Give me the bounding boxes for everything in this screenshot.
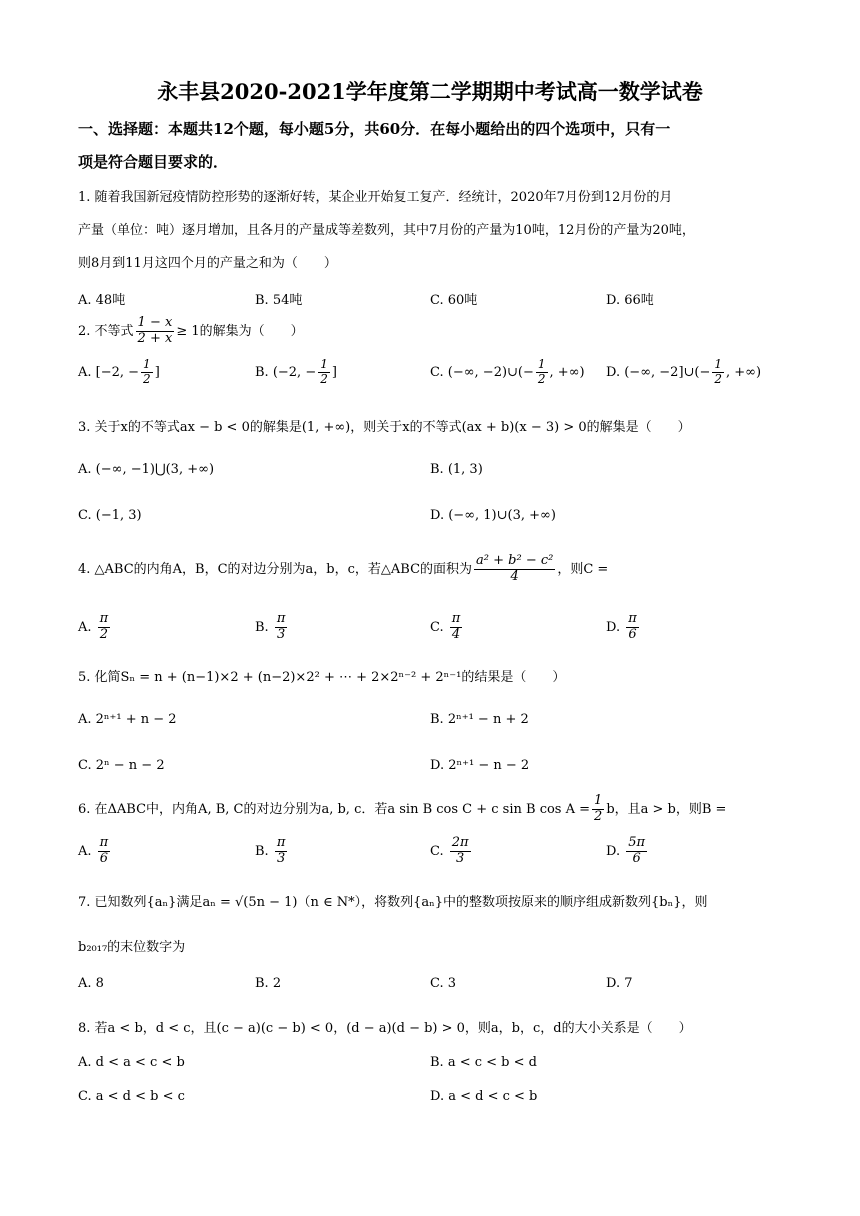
question-6-stem: 6. 在ΔABC中，内角A, B, C的对边分别为a, b, c．若a sin B cos C + c sin B cos A = $\frac{1}{2}$ b，且a > b，则B =	[78, 793, 727, 824]
q6-option-b: B. $\frac{\pi}{3}$	[255, 835, 286, 866]
q1-option-c: C. 60吨	[430, 293, 478, 308]
q4-option-a: A. $\frac{\pi}{2}$	[78, 611, 109, 642]
q2-option-c: C. (−∞, −2)∪(− $\frac{1}{2}$ , +∞)	[430, 357, 585, 386]
q1-option-a: A. 48吨	[78, 293, 126, 308]
q3-option-d: D. (−∞, 1)∪(3, +∞)	[430, 508, 556, 523]
question-5-stem: 5. 化简Sₙ = n + (n−1)×2 + (n−2)×2² + ⋯ + 2×2ⁿ⁻² + 2ⁿ⁻¹的结果是（ ）	[78, 670, 566, 685]
q5-option-b: B. 2ⁿ⁺¹ − n + 2	[430, 712, 529, 727]
question-3-stem: 3. 关于x的不等式ax − b < 0的解集是(1, +∞)，则关于x的不等式(ax + b)(x − 3) > 0的解集是（ ）	[78, 420, 691, 435]
q3-option-c: C. (−1, 3)	[78, 508, 142, 523]
q6-option-d: D. $\frac{5\pi}{6}$	[606, 835, 646, 866]
q6-fraction: $\frac{1}{2}$	[594, 793, 603, 824]
question-7-line1: 7. 已知数列{aₙ}满足aₙ = √(5n − 1)（n ∈ N*），将数列{aₙ}中的整数项按原来的顺序组成新数列{bₙ}，则	[78, 895, 708, 910]
q4-fraction: $\frac{\text{a² + b² − c²}}{4}$	[476, 553, 554, 584]
question-1-line2: 产量（单位：吨）逐月增加，且各月的产量成等差数列，其中7月份的产量为10吨，12月份的产量为20吨，	[78, 223, 695, 238]
q4-option-c: C. $\frac{\pi}{4}$	[430, 611, 461, 642]
page-title: 永丰县2020-2021学年度第二学期期中考试高一数学试卷	[157, 79, 703, 104]
q5-option-c: C. 2ⁿ − n − 2	[78, 758, 165, 773]
q8-option-c: C. a < d < b < c	[78, 1089, 185, 1104]
q3-option-b: B. (1, 3)	[430, 462, 483, 477]
question-4-stem: 4. △ABC的内角A，B，C的对边分别为a，b，c，若△ABC的面积为 $\frac{\text{a² + b² − c²}}{4}$ ，则C =	[78, 553, 609, 584]
q7-option-b: B. 2	[255, 976, 282, 991]
q7-option-a: A. 8	[78, 976, 104, 991]
q1-option-b: B. 54吨	[255, 293, 303, 308]
question-1-line3: 则8月到11月这四个月的产量之和为（ ）	[78, 256, 337, 271]
q3-option-a: A. (−∞, −1)⋃(3, +∞)	[78, 462, 215, 477]
section-heading-line1: 一、选择题：本题共12个题，每小题5分，共60分．在每小题给出的四个选项中，只有一	[78, 120, 671, 138]
question-7-line2: b₂₀₁₇的末位数字为	[78, 940, 186, 955]
question-2-stem: 2. 不等式 $\frac{1 - x}{2 + x}$ ≥ 1的解集为（ ）	[78, 315, 304, 346]
q7-option-d: D. 7	[606, 976, 633, 991]
q1-option-d: D. 66吨	[606, 293, 654, 308]
q7-option-c: C. 3	[430, 976, 457, 991]
question-8-stem: 8. 若a < b，d < c，且(c − a)(c − b) < 0，(d − a)(d − b) > 0，则a，b，c，d的大小关系是（ ）	[78, 1021, 692, 1036]
q4-option-d: D. $\frac{\pi}{6}$	[606, 611, 637, 642]
question-1-line1: 1. 随着我国新冠疫情防控形势的逐渐好转，某企业开始复工复产．经统计，2020年7月份到12月份的月	[78, 190, 673, 205]
q2-option-a: A. [−2, − $\frac{1}{2}$ ]	[78, 357, 160, 386]
q5-option-a: A. 2ⁿ⁺¹ + n − 2	[78, 712, 177, 727]
q8-option-a: A. d < a < c < b	[78, 1055, 185, 1070]
q2-fraction: $\frac{1 - x}{2 + x}$	[137, 315, 173, 346]
q4-option-b: B. $\frac{\pi}{3}$	[255, 611, 286, 642]
q5-option-d: D. 2ⁿ⁺¹ − n − 2	[430, 758, 530, 773]
q8-option-d: D. a < d < c < b	[430, 1089, 538, 1104]
q2-option-b: B. (−2, − $\frac{1}{2}$ ]	[255, 357, 337, 386]
q2-option-d: D. (−∞, −2]∪(− $\frac{1}{2}$ , +∞)	[606, 357, 762, 386]
q6-option-a: A. $\frac{\pi}{6}$	[78, 835, 109, 866]
section-heading-line2: 项是符合题目要求的．	[78, 153, 229, 171]
q8-option-b: B. a < c < b < d	[430, 1055, 537, 1070]
q6-option-c: C. $\frac{2\pi}{3}$	[430, 835, 469, 866]
